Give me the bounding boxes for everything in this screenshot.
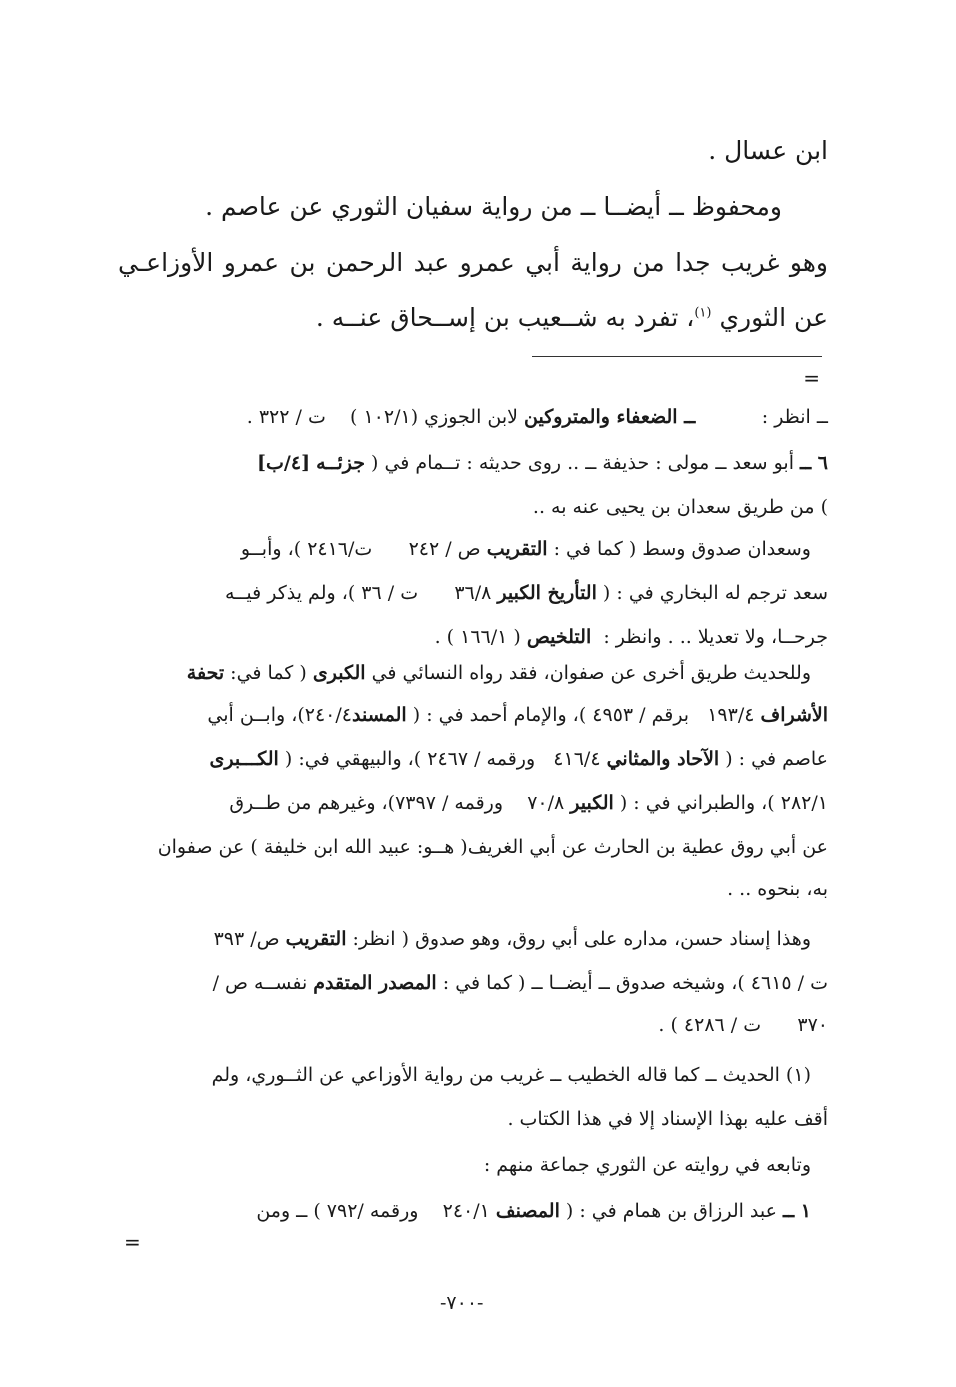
footnote-line-13: وهذا إسناد حسن، مداره على أبي روق، وهو صدوق ( انظر: التقريب ص/ ٣٩٣ (213, 928, 811, 950)
footnote-ref: (١) (694, 305, 712, 321)
footnote-line-19: ١ ــ عبد الرزاق بن همام في : ( المصنف ٢٤٠/١ ورقمه /٧٩٢ ) ــ ومن (256, 1200, 811, 1222)
footnote-line-15: ٣٧٠ ت / ٤٢٨٦ ) . (658, 1014, 828, 1036)
page-number: -٧٠٠- (440, 1292, 484, 1314)
footnote-line-1: ــ انظر : ــ الضعفاء والمتروكين لابن الجوزي (١٠٢/١ ) ت / ٣٢٢ . (246, 406, 828, 428)
footnote-line-9: عاصم في : ( الآحاد والمثاني ٤١٦/٤ ورقمه / ٢٤٦٧ )، والبيهقي في: ( الكـــبرى (209, 748, 828, 770)
main-line-1: ابن عسال . (708, 136, 828, 165)
footnote-line-11: عن أبي روق عطية بن الحارث عن أبي الغريف( هــو: عبيد الله ابن خليفة ) عن صفوان (157, 836, 828, 858)
bottom-continuation-mark: = (124, 1230, 141, 1254)
footnote-line-18: وتابعه في روايته عن الثوري جماعة منهم : (483, 1154, 811, 1176)
footnote-line-14: ت / ٤٦١٥ )، وشيخه صدوق ــ أيضــا ــ ( كما في : المصدر المتقدم نفســه ص / (212, 972, 828, 994)
continuation-mark: = (803, 366, 820, 390)
footnote-line-7: وللحديث طريق أخرى عن صفوان، فقد رواه النسائي في الكبرى ( كما في: تحفة (186, 662, 811, 684)
footnote-line-8: الأشراف ١٩٣/٤ برقم / ٤٩٥٣ )، والإمام أحمد في : ( المسند٢٤٠/٤)، وابــن أبي (207, 704, 828, 726)
footnote-line-6: جرحــا، ولا تعديلا .. . وانظر : التلخيص ( ١٦٦/١ ) . (434, 626, 828, 648)
footnote-line-4: وسعدان صدوق وسط ( كما في : التقريب ص / ٢٤٢ ت/٢٤١٦ )، وأبــو (240, 538, 811, 560)
footnote-line-12: به، بنحوه .. . (727, 878, 828, 900)
footnote-separator (532, 356, 822, 357)
main-line-3: وهو غريب جدا من رواية أبي عمرو عبد الرحمن بن عمرو الأوزاعـي (118, 248, 828, 277)
main-line-4: عن الثوري $^{(١)}$، تفرد به شــعيب بن إســحاق عنــه . (315, 303, 828, 332)
footnote-line-2: ٦ ــ أبو سعد ــ مولى : حذيفة ــ .. روى حديثه : تــمام في ( جزئــه [٤/ب] (257, 452, 828, 474)
footnote-line-10: ٢٨٢/١ )، والطبراني في : ( الكبير ٧٠/٨ ورقمه / ٧٣٩٧)، وغيرهم من طــرق (229, 792, 828, 814)
footnote-line-3: ) من طريق سعدان بن يحيى عنه به .. (532, 496, 828, 518)
footnote-line-17: أقف عليه بهذا الإسناد إلا في هذا الكتاب . (507, 1108, 828, 1130)
footnote-line-16: (١) الحديث ــ كما قاله الخطيب ــ غريب من رواية الأوزاعي عن الثــوري، ولم (211, 1064, 811, 1086)
footnote-line-5: سعد ترجم له البخاري في : ( التأريخ الكبير ٣٦/٨ ت / ٣٦ )، ولم يذكر فيــه (225, 582, 828, 604)
main-line-2: ومحفوظ ــ أيضــا ــ من رواية سفيان الثوري عن عاصم . (205, 192, 782, 221)
